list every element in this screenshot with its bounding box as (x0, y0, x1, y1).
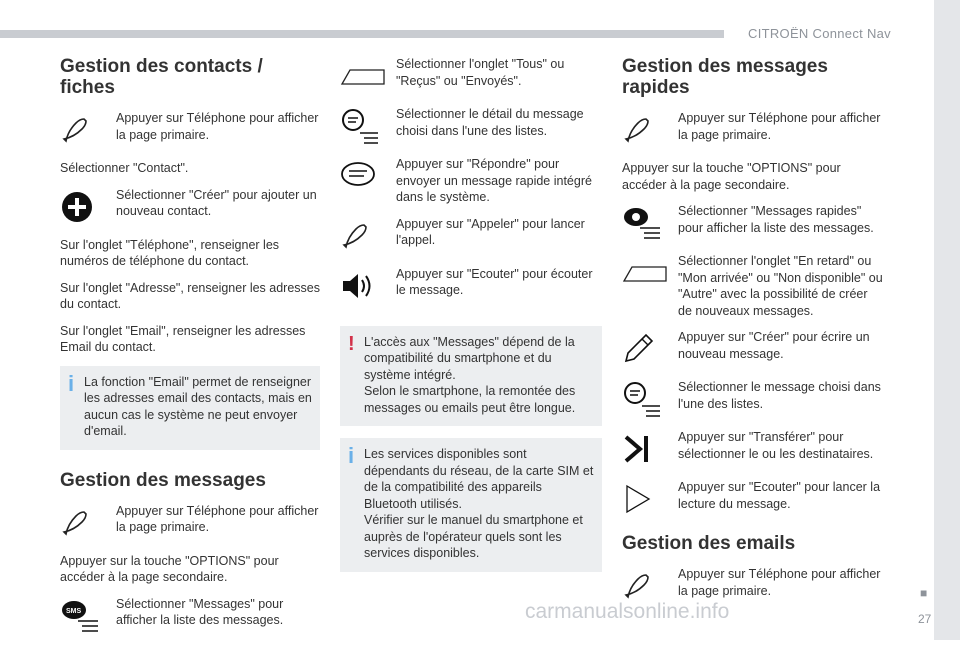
info-services-text: Les services disponibles sont dépendants du réseau, de la carte SIM et de la compatibilité des appareils Bluetooth utilisés. Vérifier sur le manuel du smartphone et auprès de l'opérateur quels sont les services disponibles. (364, 447, 594, 560)
step-call (340, 216, 602, 256)
warning-text: L'accès aux "Messages" dépend de la compatibilité du smartphone et du système intégré. Selon le smartphone, la remontée des messages ou emails peut être longue. (364, 334, 576, 415)
step-listen-text: Appuyer sur "Ecouter" pour écouter le message. (396, 266, 593, 297)
info-box-email (60, 366, 320, 450)
info-icon: i (68, 370, 75, 396)
section-title-quick-messages: Gestion des messages rapides (622, 56, 828, 98)
tab-address-text: Sur l'onglet "Adresse", renseigner les adresses du contact. (60, 280, 321, 311)
tab-email-text: Sur l'onglet "Email", renseigner les adresses Email du contact. (60, 323, 306, 354)
step-tabs-3 (622, 253, 884, 319)
step-phone-2 (60, 503, 320, 543)
step-forward-text: Appuyer sur "Transférer" pour sélectionner le ou les destinataires. (678, 430, 874, 461)
step-phone-text: Appuyer sur Téléphone pour afficher la page primaire. (116, 111, 319, 142)
info-email-text: La fonction "Email" permet de renseigner les adresses email des contacts, mais en aucun cas le système ne peut envoyer d'email. (84, 374, 312, 438)
section-title-contacts: Gestion des contacts / fiches (60, 56, 263, 98)
right-rail (934, 0, 960, 640)
header-title: CITROËN Connect Nav (748, 26, 891, 41)
step-detail-text: Sélectionner le détail du message choisi dans l'une des listes. (396, 107, 584, 138)
step-quick (622, 203, 884, 243)
info-box-services (340, 438, 602, 572)
phone-icon (60, 110, 116, 150)
step-detail (340, 106, 602, 146)
step-messages (60, 596, 320, 636)
detail-list-icon (622, 379, 678, 419)
section-title-messages: Gestion des messages (60, 469, 266, 491)
step-messages-text: Sélectionner "Messages" pour afficher la liste des messages. (116, 596, 284, 627)
column-contacts (60, 56, 320, 646)
page-number: 27 (918, 612, 932, 626)
speaker-icon (340, 266, 396, 306)
add-circle-icon (60, 187, 116, 227)
column-messages (340, 56, 602, 584)
warning-box (340, 326, 602, 427)
section-title-emails: Gestion des emails (622, 533, 796, 554)
step-select-3-text: Sélectionner le message choisi dans l'une des listes. (678, 380, 881, 411)
step-select-3 (622, 379, 884, 419)
step-create-3-text: Appuyer sur "Créer" pour écrire un nouveau message. (678, 330, 870, 361)
sms-list-icon (60, 596, 116, 636)
pencil-icon (622, 329, 678, 369)
top-decorative-bar (0, 30, 724, 38)
step-forward (622, 429, 884, 469)
detail-list-icon (340, 106, 396, 146)
step-call-text: Appuyer sur "Appeler" pour lancer l'appel. (396, 216, 585, 247)
select-contact-text: Sélectionner "Contact". (60, 161, 189, 175)
tab-icon (340, 56, 396, 96)
step-phone-3-text: Appuyer sur Téléphone pour afficher la page primaire. (678, 111, 881, 142)
end-mark: ■ (920, 586, 928, 600)
forward-icon (622, 429, 678, 469)
phone-icon (622, 110, 678, 150)
step-tabs (340, 56, 602, 96)
warning-icon: ! (348, 332, 355, 355)
tab-icon (622, 253, 678, 293)
step-listen-3 (622, 479, 884, 519)
column-quick-messages (622, 56, 884, 616)
reply-icon (340, 156, 396, 196)
step-tabs-text: Sélectionner l'onglet "Tous" ou "Reçus" ou "Envoyés". (396, 57, 565, 88)
watermark: carmanualsonline.info (525, 600, 730, 623)
tab-phone-text: Sur l'onglet "Téléphone", renseigner les numéros de téléphone du contact. (60, 237, 280, 268)
sms-label: SMS (66, 607, 82, 615)
quick-messages-icon (622, 203, 678, 243)
step-create-3 (622, 329, 884, 369)
step-listen (340, 266, 602, 306)
play-icon (622, 479, 678, 519)
step-reply (340, 156, 602, 206)
step-create (60, 187, 320, 227)
step-phone-4-text: Appuyer sur Téléphone pour afficher la page primaire. (678, 567, 881, 598)
step-phone-3 (622, 110, 884, 150)
step-reply-text: Appuyer sur "Répondre" pour envoyer un message rapide intégré dans le système. (396, 157, 592, 204)
options-text: Appuyer sur la touche "OPTIONS" pour accéder à la page secondaire. (60, 553, 279, 584)
phone-icon (340, 216, 396, 256)
step-tabs-3-text: Sélectionner l'onglet "En retard" ou "Mon arrivée" ou "Non disponible" ou "Autre" avec la possibilité de créer de nouveaux messages. (678, 254, 883, 318)
step-listen-3-text: Appuyer sur "Ecouter" pour lancer la lecture du message. (678, 480, 881, 511)
phone-icon (60, 503, 116, 543)
options-text-3: Appuyer sur la touche "OPTIONS" pour accéder à la page secondaire. (622, 161, 841, 192)
step-quick-text: Sélectionner "Messages rapides" pour afficher la liste des messages. (678, 204, 874, 235)
step-create-text: Sélectionner "Créer" pour ajouter un nouveau contact. (116, 187, 317, 218)
info-icon: i (348, 443, 355, 468)
step-phone (60, 110, 320, 150)
step-phone-2-text: Appuyer sur Téléphone pour afficher la page primaire. (116, 503, 319, 534)
